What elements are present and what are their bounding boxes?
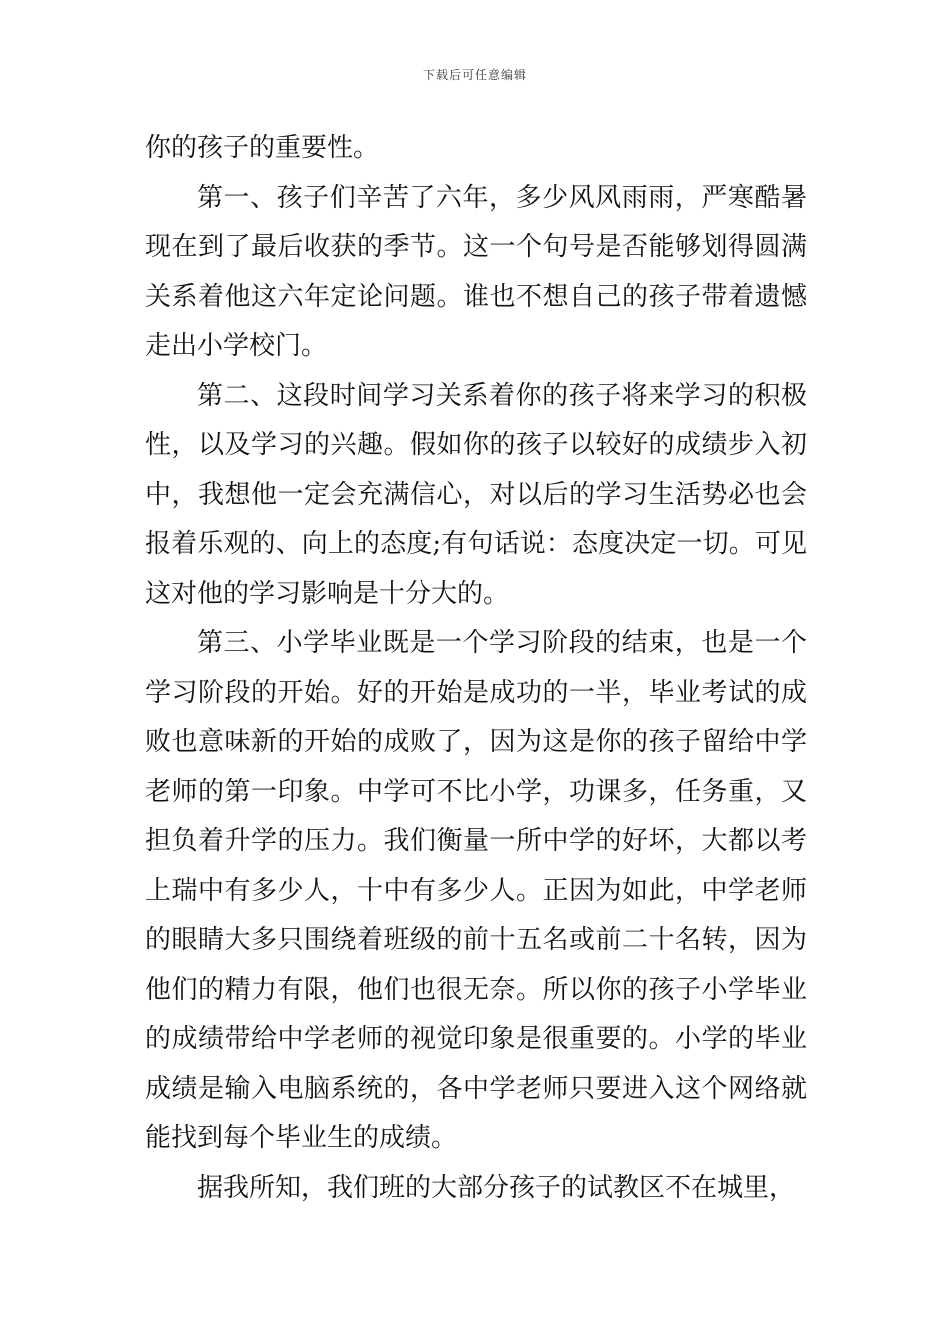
page-header: 下载后可任意编辑 xyxy=(422,68,527,82)
paragraph-4: 第三、小学毕业既是一个学习阶段的结束，也是一个学习阶段的开始。好的开始是成功的一半，毕业考试的成败也意味新的开始的成败了，因为这是你的孩子留给中学老师的第一印象。中学可不比小学，功课多，任务重，又担负着升学的压力。我们衡量一所中学的好坏，大都以考上瑞中有多少人，十中有多少人。正因为如此，中学老师的眼睛大多只围绕着班级的前十五名或前二十名转，因为他们的精力有限，他们也很无奈。所以你的孩子小学毕业的成绩带给中学老师的视觉印象是很重要的。小学的毕业成绩是输入电脑系统的，各中学老师只要进入这个网络就能找到每个毕业生的成绩。 xyxy=(145,628,807,1153)
document-body xyxy=(145,124,807,1213)
paragraph-2: 第一、孩子们辛苦了六年，多少风风雨雨，严寒酷暑现在到了最后收获的季节。这一个句号是否能够划得圆满关系着他这六年定论问题。谁也不想自己的孩子带着遗憾走出小学校门。 xyxy=(145,182,807,361)
paragraph-3: 第二、这段时间学习关系着你的孩子将来学习的积极性，以及学习的兴趣。假如你的孩子以较好的成绩步入初中，我想他一定会充满信心，对以后的学习生活势必也会报着乐观的、向上的态度;有句话说：态度决定一切。可见这对他的学习影响是十分大的。 xyxy=(145,380,807,609)
paragraph-5: 据我所知，我们班的大部分孩子的试教区不在城里， xyxy=(197,1172,796,1203)
paragraph-1: 你的孩子的重要性。 xyxy=(145,133,380,163)
